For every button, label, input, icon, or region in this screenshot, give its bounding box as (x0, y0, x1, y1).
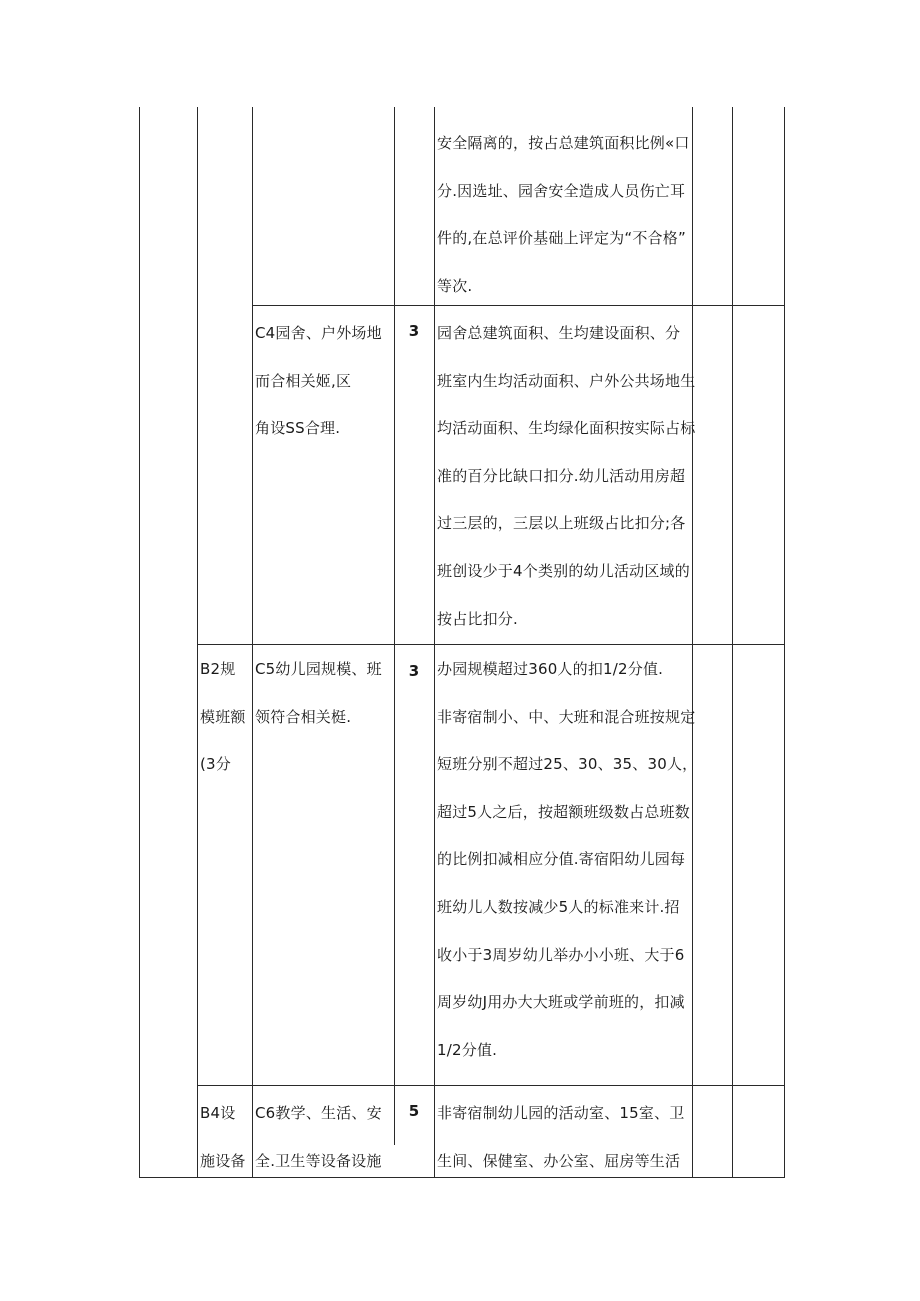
criteria-cell (437, 646, 697, 1074)
row-divider-3 (197, 1085, 785, 1086)
table-border-right (784, 107, 785, 1178)
column-divider-score-left (394, 107, 395, 1145)
criteria-line: 过三层的，三层以上班级占比扣分;各 (437, 514, 686, 533)
criteria-line: 1/2分值. (437, 1040, 498, 1059)
column-divider-b (197, 107, 198, 1178)
c-indicator-line: 全.卫生等设备设施 (255, 1151, 382, 1170)
criteria-line: 超过5人之后，按超额班级数占总班数 (437, 802, 690, 821)
column-divider-extra (732, 107, 733, 1178)
criteria-line: 短班分别不超过25、30、35、30人， (437, 755, 698, 774)
criteria-cell (437, 120, 690, 310)
criteria-line: 班幼儿人数按减少5人的标准来计.招 (437, 897, 680, 916)
c-indicator-cell (255, 1090, 382, 1185)
column-divider-c (252, 107, 253, 1178)
criteria-line: 准的百分比缺口扣分.幼儿活动用房超 (437, 466, 686, 485)
b-indicator-line: 施设备 (200, 1151, 246, 1170)
criteria-cell (437, 310, 695, 643)
criteria-line: 非寄宿制幼儿园的活动室、15室、卫 (437, 1104, 685, 1122)
b-indicator-line: (3分 (200, 755, 231, 774)
c-indicator-line: C5幼儿园规模、班 (255, 660, 382, 678)
c-indicator-line: C6教学、生活、安 (255, 1104, 382, 1122)
c-indicator-line: C4园舍、户外场地 (255, 324, 382, 342)
criteria-line: 的比例扣减相应分值.寄宿阳幼儿园每 (437, 850, 686, 869)
criteria-line: 班室内生均活动面积、户外公共场地生 (437, 371, 696, 390)
column-divider-score-right (434, 107, 435, 1178)
score-value: 3 (408, 662, 420, 680)
criteria-line: 安全隔离的，按占总建筑面积比例«口 (437, 134, 690, 152)
c-indicator-cell (255, 646, 382, 741)
criteria-line: 办园规模超过360人的扣1/2分值. (437, 660, 664, 678)
criteria-line: 分.因选址、园舍安全造成人员伤亡耳 (437, 181, 686, 200)
b-indicator-cell (200, 1090, 246, 1185)
b-indicator-line: B2规 (200, 660, 236, 678)
criteria-line: 件的,在总评价基础上评定为“不合格” (437, 229, 686, 248)
criteria-line: 均活动面积、生均绿化面积按实际占标 (437, 419, 696, 438)
criteria-line: 非寄宿制小、中、大班和混合班按规定 (437, 707, 696, 726)
row-divider-2 (197, 644, 785, 645)
table-border-left (139, 107, 140, 1178)
c-indicator-line: 而合相关姬,区 (255, 371, 352, 390)
criteria-cell (437, 1090, 685, 1185)
score-value: 3 (408, 322, 420, 340)
criteria-line: 按占比扣分. (437, 609, 518, 628)
criteria-line: 收小于3周岁幼儿举办小小班、大于6 (437, 945, 685, 964)
c-indicator-cell (255, 310, 382, 453)
b-indicator-cell (200, 646, 246, 789)
b-indicator-line: B4设 (200, 1104, 236, 1122)
score-value: 5 (408, 1102, 420, 1120)
criteria-line: 园舍总建筑面积、生均建设面积、分 (437, 324, 681, 342)
c-indicator-line: 角设SS合理. (255, 419, 341, 438)
criteria-line: 等次. (437, 276, 473, 295)
criteria-line: 生间、保健室、办公室、屈房等生活 (437, 1151, 681, 1170)
b-indicator-line: 模班额 (200, 707, 246, 726)
criteria-line: 班创设少于4个类别的幼儿活动区域的 (437, 561, 690, 580)
criteria-line: 周岁幼J用办大大班或学前班的，扣减 (437, 993, 685, 1012)
c-indicator-line: 领符合相关梃. (255, 707, 352, 726)
